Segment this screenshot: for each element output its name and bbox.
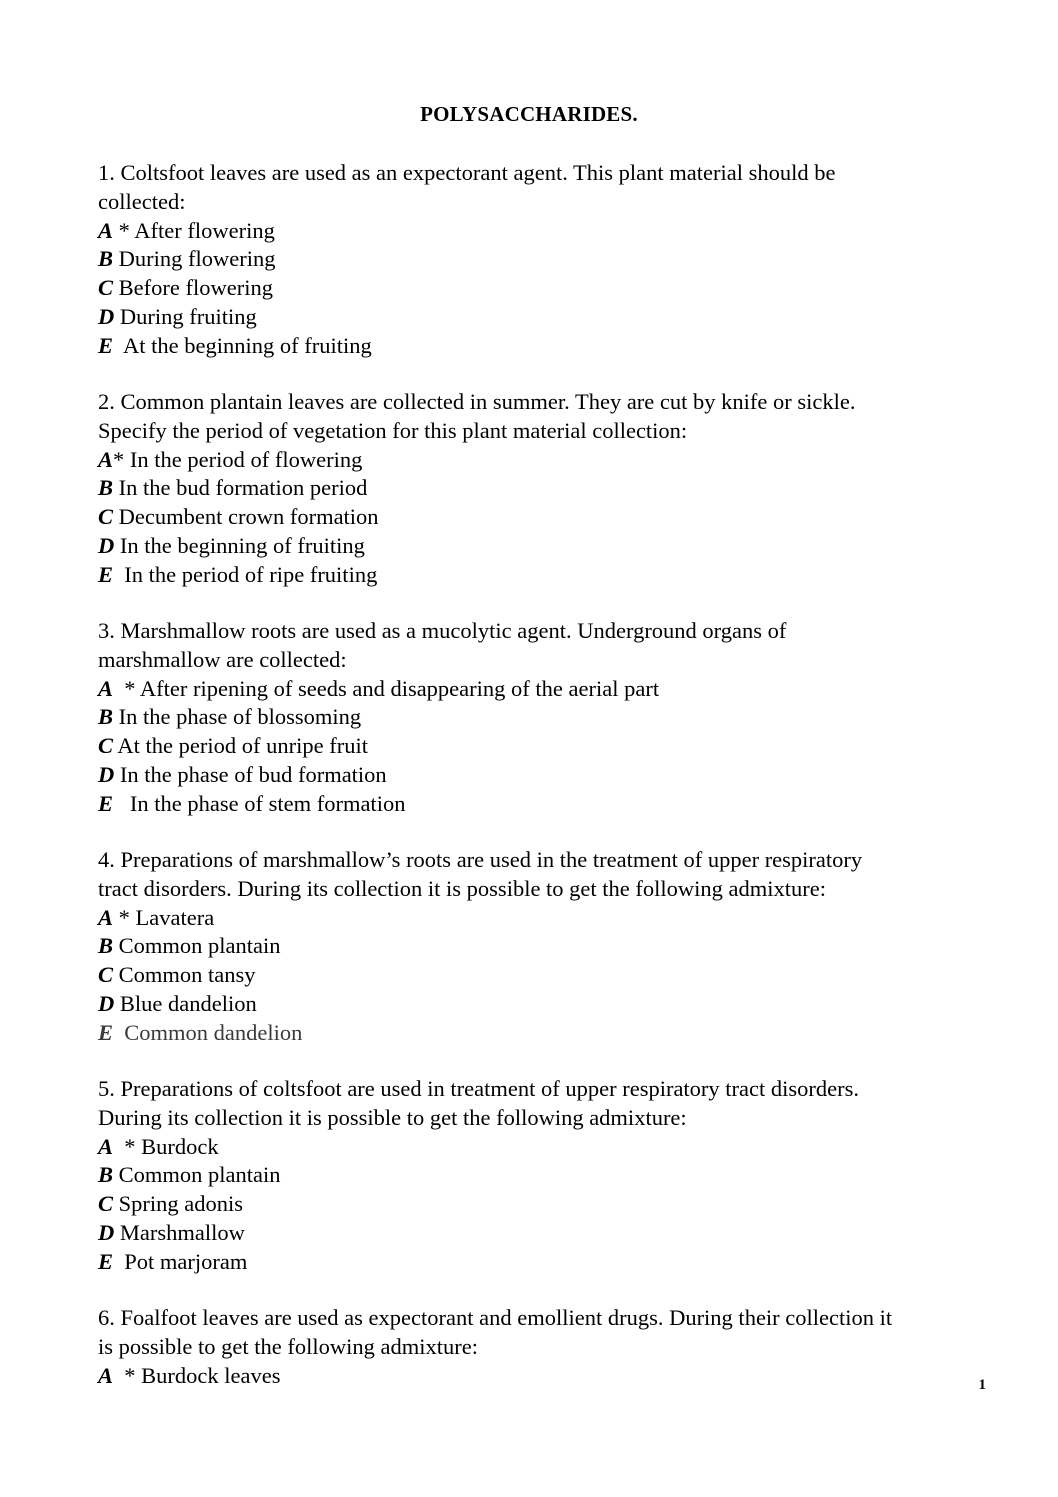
option-text: At the beginning of fruiting: [113, 332, 372, 358]
page-number: 1: [978, 1377, 986, 1393]
answer-option: [98, 961, 998, 990]
option-letter: A: [98, 1362, 114, 1388]
option-letter: B: [98, 1162, 114, 1188]
option-letter: B: [98, 475, 114, 501]
question-stem-line: 6. Foalfoot leaves are used as expectorant and emollient drugs. During their collection it: [98, 1305, 893, 1330]
option-text: Common tansy: [113, 962, 256, 988]
answer-option: [98, 990, 998, 1019]
option-text: In the beginning of fruiting: [114, 532, 365, 558]
option-letter: A: [98, 1133, 114, 1159]
option-letter: A: [98, 446, 114, 472]
question-stem-line: 1. Coltsfoot leaves are used as an expectorant agent. This plant material should be: [98, 160, 836, 185]
option-text: Common plantain: [113, 933, 281, 959]
option-text: Before flowering: [113, 275, 273, 301]
answer-option: [98, 732, 998, 761]
option-text: In the phase of blossoming: [113, 704, 362, 730]
answer-option: [98, 1161, 998, 1190]
option-text: * After flowering: [113, 217, 275, 243]
question-2: [98, 388, 998, 590]
answer-option: [98, 274, 998, 303]
option-text: Common dandelion: [113, 1019, 303, 1045]
question-stem-line: tract disorders. During its collection it is possible to get the following admixture:: [98, 875, 826, 901]
question-stem-line: 2. Common plantain leaves are collected in summer. They are cut by knife or sickle.: [98, 389, 856, 414]
option-text: Common plantain: [113, 1162, 281, 1188]
option-text: During fruiting: [114, 303, 257, 329]
answer-option: [98, 332, 998, 361]
answer-option: [98, 245, 998, 274]
option-letter: A: [98, 904, 114, 930]
question-6: [98, 1304, 998, 1390]
option-text: In the phase of bud formation: [114, 761, 387, 787]
answer-option: [98, 217, 998, 246]
option-text: During flowering: [113, 246, 276, 272]
question-stem-line: During its collection it is possible to get the following admixture:: [98, 1104, 687, 1130]
question-stem-line: marshmallow are collected:: [98, 646, 347, 672]
answer-option: [98, 1248, 998, 1277]
option-letter: E: [98, 1248, 114, 1274]
answer-option: [98, 1133, 998, 1162]
answer-option: [98, 761, 998, 790]
option-letter: B: [98, 704, 114, 730]
answer-option: [98, 703, 998, 732]
option-letter: C: [98, 733, 114, 759]
option-letter: D: [98, 761, 115, 787]
option-text: * Lavatera: [113, 904, 215, 930]
option-text: Spring adonis: [113, 1191, 244, 1217]
question-1: [98, 159, 998, 361]
option-text: * Burdock: [113, 1133, 219, 1159]
option-text: Decumbent crown formation: [113, 504, 379, 530]
answer-option: [98, 503, 998, 532]
option-letter: D: [98, 532, 115, 558]
answer-option: [98, 904, 998, 933]
option-text: * After ripening of seeds and disappearing of the aerial part: [113, 675, 660, 701]
answer-option: [98, 1219, 998, 1248]
question-stem-line: 5. Preparations of coltsfoot are used in treatment of upper respiratory tract disorders.: [98, 1076, 860, 1101]
answer-option: [98, 561, 998, 590]
answer-option: [98, 532, 998, 561]
option-letter: E: [98, 1019, 114, 1045]
answer-option: [98, 1019, 998, 1048]
question-stem-line: Specify the period of vegetation for this plant material collection:: [98, 417, 688, 443]
answer-option: [98, 474, 998, 503]
option-letter: D: [98, 990, 115, 1016]
option-letter: E: [98, 332, 114, 358]
option-letter: C: [98, 275, 114, 301]
question-stem-line: 4. Preparations of marshmallow’s roots are used in the treatment of upper respiratory: [98, 847, 863, 872]
answer-option: [98, 932, 998, 961]
option-letter: A: [98, 217, 114, 243]
answer-option: [98, 1190, 998, 1219]
option-letter: B: [98, 246, 114, 272]
question-5: [98, 1075, 998, 1277]
option-text: In the period of ripe fruiting: [113, 561, 378, 587]
option-text: Pot marjoram: [113, 1248, 248, 1274]
option-letter: D: [98, 1219, 115, 1245]
option-text: In the phase of stem formation: [113, 790, 406, 816]
option-text: In the bud formation period: [113, 475, 368, 501]
answer-option: [98, 446, 998, 475]
question-stem-line: collected:: [98, 188, 186, 214]
option-text: Marshmallow: [114, 1219, 245, 1245]
option-letter: E: [98, 561, 114, 587]
option-letter: D: [98, 303, 115, 329]
option-text: Blue dandelion: [114, 990, 257, 1016]
option-letter: E: [98, 790, 114, 816]
page-title: POLYSACCHARIDES.: [420, 102, 638, 126]
option-letter: C: [98, 504, 114, 530]
question-3: [98, 617, 998, 819]
answer-option: [98, 1362, 998, 1391]
question-stem-line: is possible to get the following admixture:: [98, 1333, 478, 1359]
option-text: * In the period of flowering: [113, 446, 363, 472]
question-stem-line: 3. Marshmallow roots are used as a mucolytic agent. Underground organs of: [98, 618, 787, 643]
answer-option: [98, 790, 998, 819]
question-4: [98, 846, 998, 1048]
option-text: * Burdock leaves: [113, 1362, 281, 1388]
answer-option: [98, 675, 998, 704]
answer-option: [98, 303, 998, 332]
option-letter: A: [98, 675, 114, 701]
option-text: At the period of unripe fruit: [113, 733, 368, 759]
option-letter: C: [98, 1191, 114, 1217]
option-letter: B: [98, 933, 114, 959]
option-letter: C: [98, 962, 114, 988]
